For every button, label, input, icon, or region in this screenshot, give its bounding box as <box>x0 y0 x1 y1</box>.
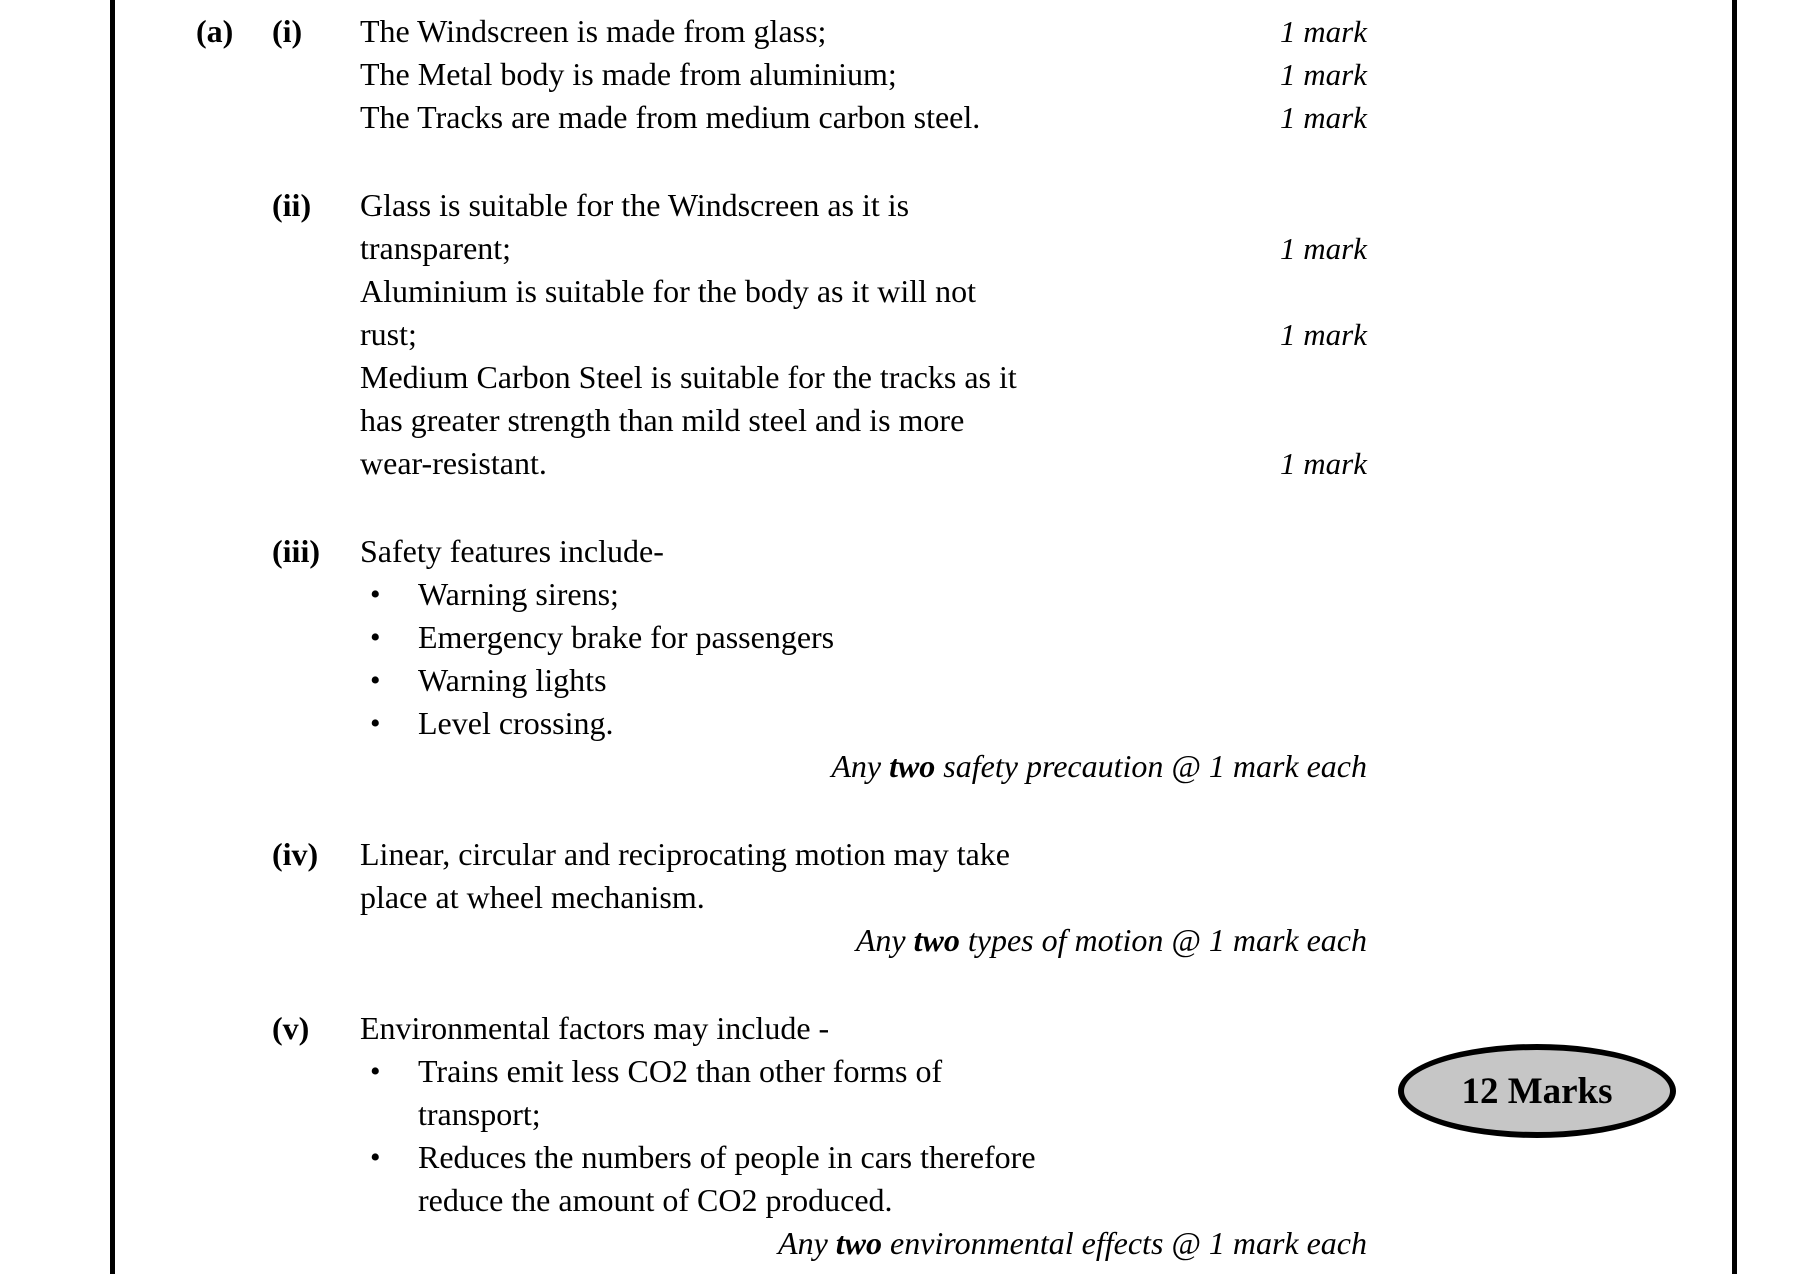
answer-body <box>360 530 1367 788</box>
answer-row <box>360 399 1367 442</box>
table-border-right <box>1732 0 1737 1274</box>
answer-row <box>360 833 1367 876</box>
answer-line-text: place at wheel mechanism. <box>360 879 705 915</box>
answer-section <box>196 1007 1367 1265</box>
answer-row <box>360 53 1367 96</box>
answer-line-text: rust; <box>360 316 417 352</box>
marking-note-prefix: Any <box>855 922 914 958</box>
answer-section <box>196 530 1367 788</box>
answer-line <box>360 659 1367 702</box>
answer-line <box>360 356 1367 399</box>
answer-section <box>196 184 1367 485</box>
answer-row <box>360 1007 1367 1050</box>
answer-row <box>360 442 1367 485</box>
answer-section <box>196 833 1367 962</box>
answer-line <box>360 876 1367 919</box>
answer-row <box>360 659 1367 702</box>
bullet-icon: • <box>370 664 381 697</box>
question-subpart-label: (v) <box>272 1010 310 1046</box>
answer-line <box>360 1093 1367 1136</box>
answer-line <box>360 1136 1367 1179</box>
question-subpart-label: (i) <box>272 13 303 49</box>
answer-line-text: Safety features include- <box>360 533 664 569</box>
mark-annotation: 1 mark <box>1280 446 1367 481</box>
answer-row <box>360 1093 1367 1136</box>
answer-line <box>360 53 1237 96</box>
marking-note-bold: two <box>835 1225 882 1261</box>
answer-line-text: Warning sirens; <box>418 576 619 612</box>
mark-annotation: 1 mark <box>1280 317 1367 352</box>
answer-line-text: reduce the amount of CO2 produced. <box>418 1182 893 1218</box>
mark-annotation: 1 mark <box>1280 14 1367 49</box>
mark-annotation: 1 mark <box>1280 231 1367 266</box>
marking-note-suffix: safety precaution @ 1 mark each <box>935 748 1367 784</box>
question-subpart-label: (ii) <box>272 187 312 223</box>
answer-body <box>360 10 1367 139</box>
bullet-icon: • <box>370 707 381 740</box>
answer-line-text: Warning lights <box>418 662 607 698</box>
answer-row <box>360 96 1367 139</box>
answer-line <box>360 442 1237 485</box>
answer-line-text: transport; <box>418 1096 541 1132</box>
answer-row <box>360 1179 1367 1222</box>
answer-line-text: Aluminium is suitable for the body as it will not <box>360 273 976 309</box>
marking-note <box>360 919 1367 962</box>
answer-row <box>360 184 1367 227</box>
answer-line <box>360 833 1367 876</box>
answer-line-text: transparent; <box>360 230 512 266</box>
answer-line <box>360 616 1367 659</box>
marking-note <box>360 745 1367 788</box>
answer-line-text: Medium Carbon Steel is suitable for the tracks as it <box>360 359 1017 395</box>
answer-line-text: The Tracks are made from medium carbon steel. <box>360 99 981 135</box>
answer-line <box>360 399 1367 442</box>
answer-row <box>360 616 1367 659</box>
answer-row <box>360 530 1367 573</box>
answer-line-text: The Metal body is made from aluminium; <box>360 56 897 92</box>
question-part-label: (a) <box>196 13 234 49</box>
answer-line-text: wear-resistant. <box>360 445 547 481</box>
answer-row <box>360 1136 1367 1179</box>
marking-note <box>360 1222 1367 1265</box>
answer-row <box>360 270 1367 313</box>
table-border-left <box>110 0 115 1274</box>
answer-line-text: The Windscreen is made from glass; <box>360 13 827 49</box>
answer-line <box>360 270 1367 313</box>
bullet-icon: • <box>370 621 381 654</box>
answer-line <box>360 313 1237 356</box>
mark-annotation: 1 mark <box>1280 100 1367 135</box>
answer-line <box>360 10 1237 53</box>
answer-line-text: Emergency brake for passengers <box>418 619 835 655</box>
marking-note-bold: two <box>913 922 960 958</box>
marking-note-suffix: types of motion @ 1 mark each <box>959 922 1367 958</box>
answer-body <box>360 184 1367 485</box>
answer-row <box>360 1050 1367 1093</box>
marking-note-bold: two <box>889 748 936 784</box>
answer-line-text: Environmental factors may include - <box>360 1010 830 1046</box>
answer-line <box>360 96 1237 139</box>
answer-section <box>196 10 1367 139</box>
bullet-icon: • <box>370 578 381 611</box>
answer-line <box>360 1179 1367 1222</box>
answer-line <box>360 702 1367 745</box>
answer-line-text: has greater strength than mild steel and is more <box>360 402 965 438</box>
answer-line <box>360 227 1237 270</box>
answer-line-text: Glass is suitable for the Windscreen as it is <box>360 187 910 223</box>
answer-line <box>360 530 1367 573</box>
answer-line-text: Trains emit less CO2 than other forms of <box>418 1053 943 1089</box>
answer-line-text: Linear, circular and reciprocating motion may take <box>360 836 1010 872</box>
answer-row <box>360 702 1367 745</box>
answer-row <box>360 356 1367 399</box>
answer-line <box>360 573 1367 616</box>
answer-row <box>360 10 1367 53</box>
marks-badge <box>1398 1044 1676 1138</box>
answer-row <box>360 313 1367 356</box>
answer-line <box>360 184 1367 227</box>
bullet-icon: • <box>370 1141 381 1174</box>
answer-line <box>360 1050 1367 1093</box>
marking-note-suffix: environmental effects @ 1 mark each <box>882 1225 1367 1261</box>
marking-note-prefix: Any <box>831 748 890 784</box>
answer-row <box>360 227 1367 270</box>
answer-body <box>360 833 1367 962</box>
mark-annotation: 1 mark <box>1280 57 1367 92</box>
question-subpart-label: (iii) <box>272 533 320 569</box>
answer-row <box>360 573 1367 616</box>
answer-body <box>360 1007 1367 1265</box>
bullet-icon: • <box>370 1055 381 1088</box>
question-subpart-label: (iv) <box>272 836 319 872</box>
answer-line-text: Level crossing. <box>418 705 614 741</box>
marking-note-prefix: Any <box>778 1225 836 1261</box>
answer-line <box>360 1007 1367 1050</box>
answer-sections <box>196 10 1367 1265</box>
marks-badge-label: 12 Marks <box>1461 1070 1613 1112</box>
answer-line-text: Reduces the numbers of people in cars therefore <box>418 1139 1036 1175</box>
answer-row <box>360 876 1367 919</box>
